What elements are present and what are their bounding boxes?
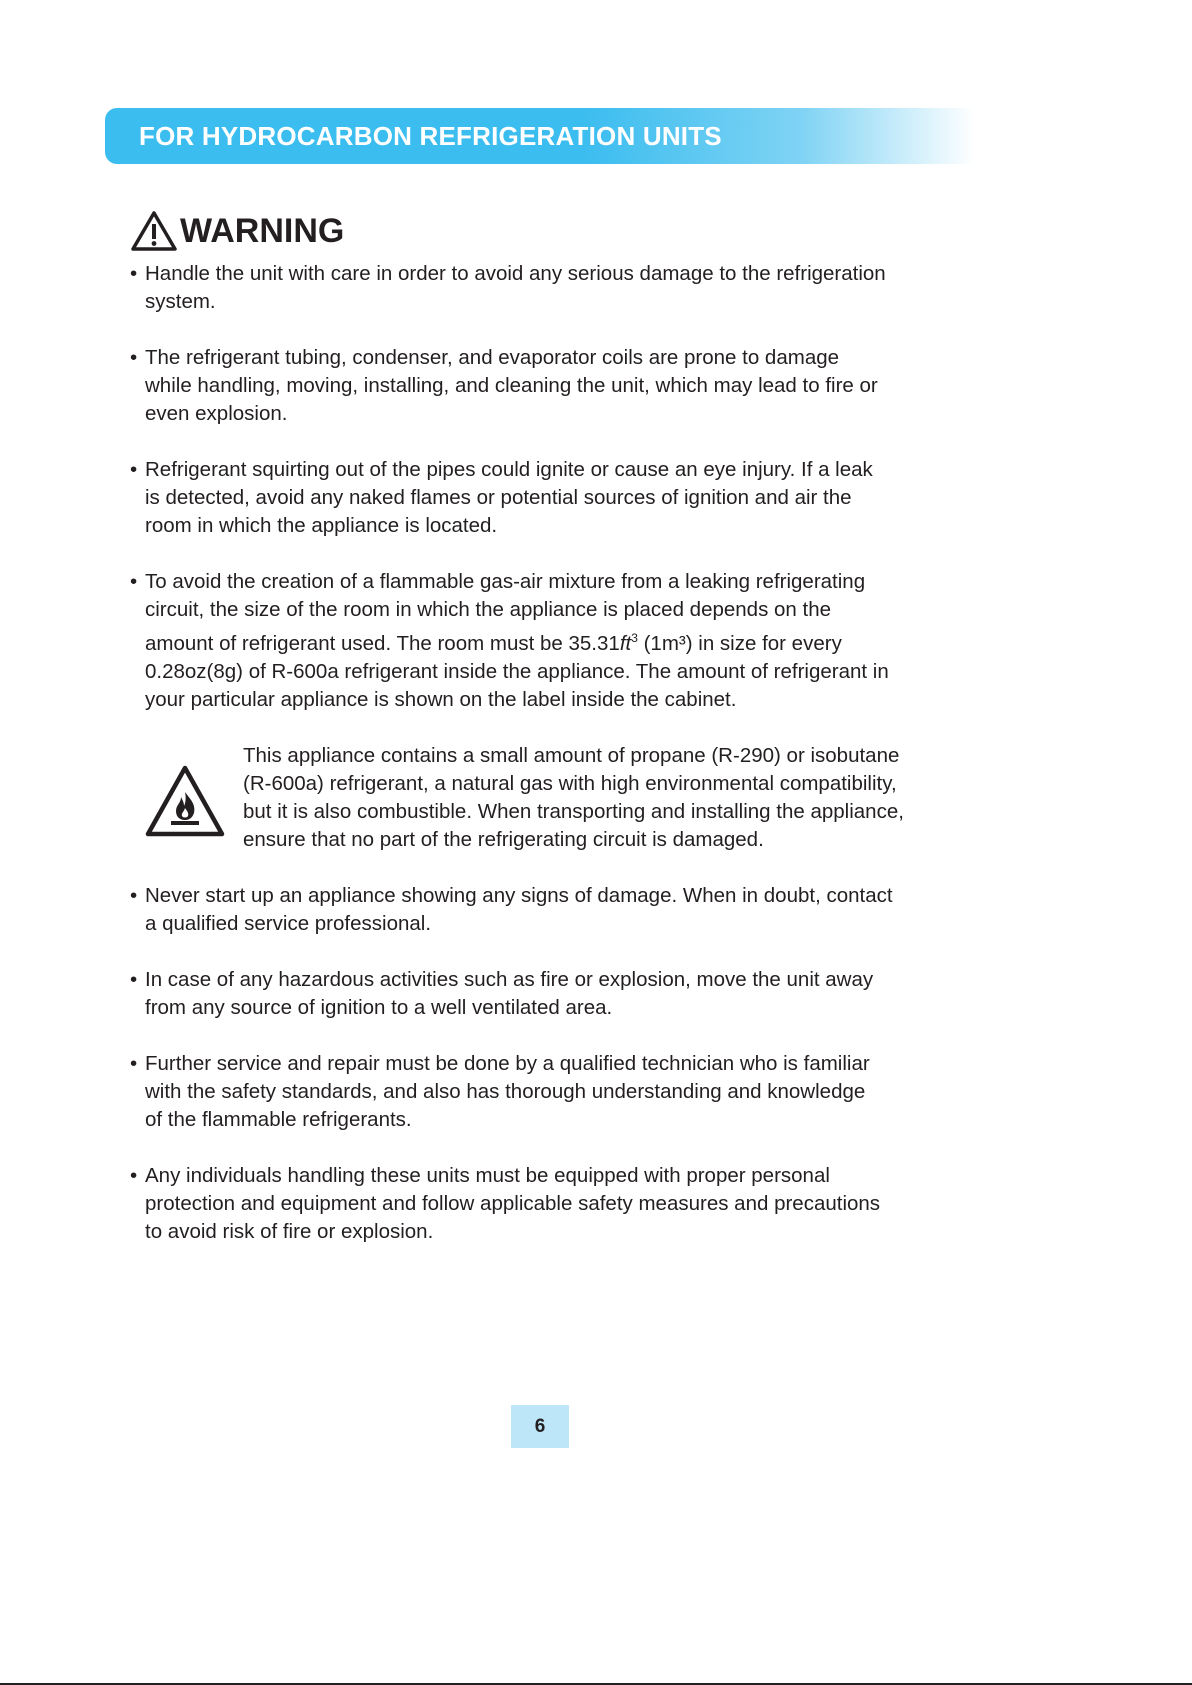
bullet-marker: • [130,570,138,593]
text-fragment: (1m³) in size for every [643,631,842,655]
text-line: while handling, moving, installing, and cleaning the unit, which may lead to fire or [145,374,878,397]
text-line: to avoid risk of fire or explosion. [145,1219,434,1243]
list-item [130,1050,970,1134]
text-line: your particular appliance is shown on the label inside the cabinet. [145,687,737,711]
text-line: room in which the appliance is located. [145,514,498,537]
section-title: FOR HYDROCARBON REFRIGERATION UNITS [139,121,722,151]
bullet-marker: • [130,967,138,991]
flammable-triangle-icon [144,764,226,838]
flammable-notice [130,742,970,854]
text-line: The refrigerant tubing, condenser, and evaporator coils are prone to damage [145,346,840,369]
text-line: a qualified service professional. [145,911,432,935]
warning-triangle-icon [130,210,178,252]
warning-title: WARNING [180,211,345,250]
text-line: but it is also combustible. When transporting and installing the appliance, [243,799,904,823]
text-line: To avoid the creation of a flammable gas-air mixture from a leaking refrigerating [145,570,866,593]
text-line: This appliance contains a small amount of propane (R-290) or isobutane [243,743,900,767]
text-line: even explosion. [145,402,288,425]
text-line: Further service and repair must be done by a qualified technician who is familiar [145,1051,870,1075]
bullet-marker: • [130,1051,138,1075]
list-item [130,456,970,540]
text-line: ensure that no part of the refrigerating circuit is damaged. [243,827,764,851]
text-line: 0.28oz(8g) of R-600a refrigerant inside the appliance. The amount of refrigerant in [145,659,889,683]
section-header-band [105,108,975,164]
bullet-marker: • [130,346,138,369]
list-item [130,344,970,428]
text-line: In case of any hazardous activities such as fire or explosion, move the unit away [145,967,874,991]
list-item [130,1162,970,1246]
unit-text: ft [619,631,632,655]
text-fragment: amount of refrigerant used. The room must be 35.31 [145,631,620,655]
text-line: system. [145,290,216,313]
list-item [130,966,970,1022]
bullet-marker: • [130,262,138,285]
text-line: is detected, avoid any naked flames or potential sources of ignition and air the [145,486,852,509]
list-item [130,568,970,714]
bullet-marker: • [130,458,138,481]
list-item [130,882,970,938]
text-line: protection and equipment and follow applicable safety measures and precautions [145,1191,881,1215]
text-line: Refrigerant squirting out of the pipes could ignite or cause an eye injury. If a leak [145,458,873,481]
text-line: (R-600a) refrigerant, a natural gas with high environmental compatibility, [243,771,897,795]
warning-heading [130,208,344,254]
text-line: Handle the unit with care in order to avoid any serious damage to the refrigeration [145,262,886,285]
page-number-text: 6 [534,1415,546,1437]
text-line [145,624,970,658]
warning-list [130,260,970,1246]
page-number [511,1405,569,1448]
list-item [130,260,970,316]
bullet-marker: • [130,883,138,907]
text-line: from any source of ignition to a well ventilated area. [145,995,613,1019]
text-line: with the safety standards, and also has thorough understanding and knowledge [145,1079,866,1103]
text-line: circuit, the size of the room in which the appliance is placed depends on the [145,598,832,621]
unit-superscript: 3 [631,631,638,645]
text-line: Any individuals handling these units must be equipped with proper personal [145,1163,830,1187]
bullet-marker: • [130,1163,138,1187]
text-line: Never start up an appliance showing any signs of damage. When in doubt, contact [145,883,893,907]
text-line: of the flammable refrigerants. [145,1107,412,1131]
